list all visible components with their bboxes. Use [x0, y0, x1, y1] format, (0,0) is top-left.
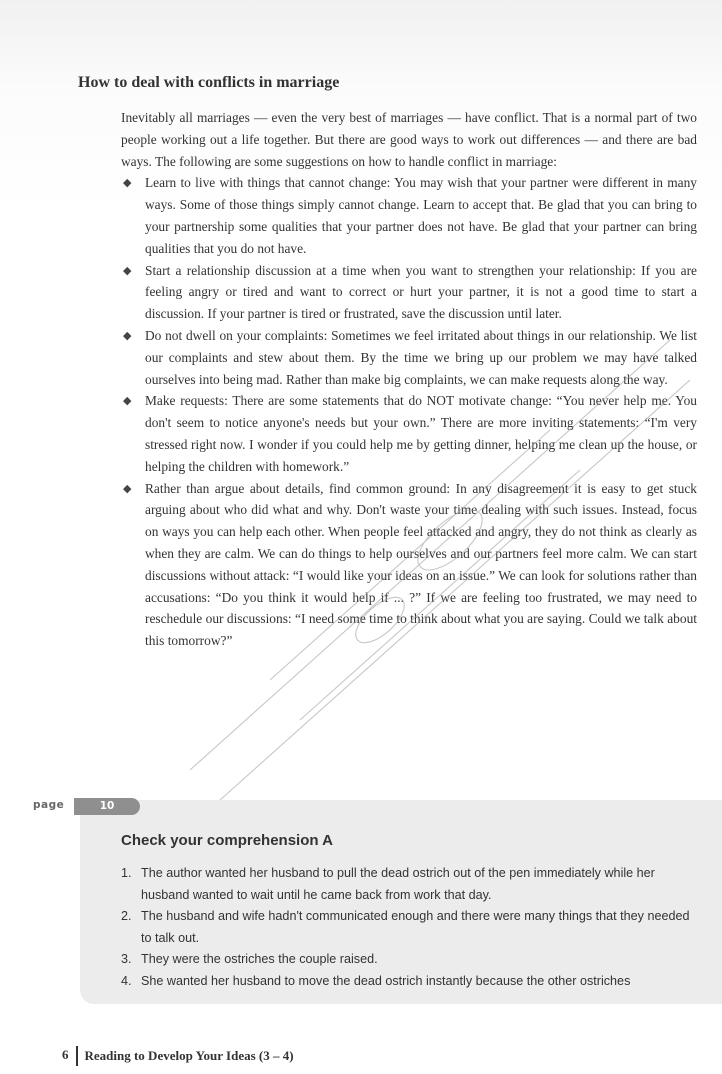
footer-page-number: 6	[62, 1046, 69, 1062]
page-badge-label: page	[33, 799, 65, 811]
answer-item	[121, 906, 691, 949]
diamond-bullet-icon: ◆	[123, 482, 132, 495]
footer-divider	[76, 1046, 78, 1066]
section-title: How to deal with conflicts in marriage	[78, 74, 340, 91]
page-footer	[62, 1046, 294, 1068]
comprehension-answers	[121, 863, 691, 993]
suggestion-text: In any disagreement it is easy to get stuck arguing about who did what and why. Don't waste your time dealing with such issues. Instead, focus on ways you can help each other. When people feel attacked and angry, they do not think as clearly as when they are calm. We can do things to help ourselves and our partners feel more calm. We can start discussions without attack: “I would like your ideas on an issue.” We can look for solutions rather than accusations: “Do you think it would help if ... ?” If we are feeling too frustrated, we may need to reschedule our discussions: “I need some time to think about what you are saying. Could we talk about this tomorrow?”	[145, 480, 697, 649]
article-body	[121, 107, 697, 652]
footer-book-title: Reading to Develop Your Ideas (3 – 4)	[84, 1048, 294, 1063]
suggestion-item	[121, 478, 697, 652]
page-badge-number: 10	[74, 798, 140, 815]
suggestion-text: There are some statements that do NOT motivate change: “You never help me. You don't seem to notice anyone's needs but your own.” There are more inviting statements: “I'm very stressed right now. I wonder if you could help me by getting dinner, helping me clean up the house, or helping the children with homework.”	[145, 393, 698, 474]
diamond-bullet-icon: ◆	[123, 395, 132, 408]
page-badge	[0, 797, 140, 817]
intro-paragraph: Inevitably all marriages — even the very best of marriages — have conflict. That is a normal part of two people working out a life together. But there are good ways to work out differences — and there are bad ways. The following are some suggestions on how to handle conflict in marriage:	[121, 110, 697, 169]
suggestion-list	[121, 172, 697, 652]
suggestion-lead: Rather than argue about details, find common ground:	[145, 480, 451, 496]
answer-item	[121, 863, 691, 906]
suggestion-lead: Do not dwell on your complaints:	[145, 327, 328, 343]
answer-item	[121, 971, 691, 993]
diamond-bullet-icon: ◆	[123, 264, 132, 277]
suggestion-item	[121, 325, 697, 390]
suggestion-item	[121, 172, 697, 259]
suggestion-text: Sometimes we feel irritated about things in our relationship. We list our complaints and stew about them. By the time we bring up our problem we may have talked ourselves into being mad. Rather than make big complaints, we can make requests along the way.	[145, 327, 697, 387]
suggestion-text: If you are feeling angry or tired and want to correct or hurt your partner, it is not a good time to start a discussion. If your partner is tired or frustrated, save the discussion until later.	[145, 262, 697, 322]
diamond-bullet-icon: ◆	[123, 177, 132, 190]
answer-text: The husband and wife hadn't communicated enough and there were many things that they needed to talk out.	[141, 909, 690, 945]
answer-number: 1.	[121, 866, 132, 880]
suggestion-lead: Make requests:	[145, 393, 228, 409]
answer-text: They were the ostriches the couple raised.	[141, 952, 378, 967]
answer-number: 2.	[121, 909, 132, 924]
suggestion-item	[121, 390, 697, 477]
suggestion-lead: Learn to live with things that cannot change:	[145, 175, 391, 191]
diamond-bullet-icon: ◆	[123, 329, 132, 342]
suggestion-text: You may wish that your partner were different in many ways. Some of those things simply cannot change. Learn to accept that. Be glad that you can bring to your partnership some qualities that your partner does not have. Be glad that your partner can bring qualities that you do not have.	[145, 175, 697, 256]
comprehension-title: Check your comprehension A	[121, 832, 333, 849]
suggestion-lead: Start a relationship discussion at a time when you want to strengthen your relationship:	[145, 262, 636, 278]
suggestion-item	[121, 260, 697, 325]
answer-number: 4.	[121, 973, 132, 988]
answer-text: The author wanted her husband to pull the dead ostrich out of the pen immediately while her husband wanted to wait until he came back from work that day.	[141, 866, 655, 902]
answer-item	[121, 949, 691, 971]
answer-number: 3.	[121, 952, 132, 967]
answer-text: She wanted her husband to move the dead ostrich instantly because the other ostriches	[141, 973, 631, 988]
